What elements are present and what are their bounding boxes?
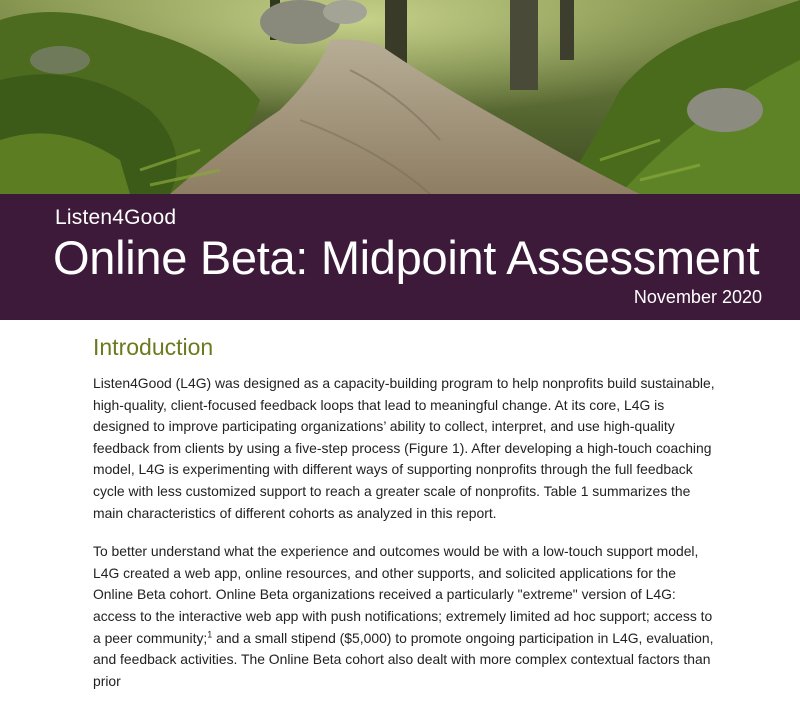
organization-name: Listen4Good (55, 206, 177, 229)
section-heading-introduction: Introduction (93, 334, 214, 360)
footnote-marker[interactable]: 1 (207, 628, 213, 639)
paragraph-2 (93, 541, 718, 692)
paragraph-1: Listen4Good (L4G) was designed as a capacity-building program to help nonprofits build sustainable, high-quality, client-focused feedback loops that lead to meaningful change. At its core, L4G is designed to improve participating organizations’ ability to collect, interpret, and use high-quality feedback from clients by using a five-step process (Figure 1). After developing a high-touch coaching model, L4G is experimenting with different ways of supporting nonprofits through the full feedback cycle with less customized support to reach a greater scale of nonprofits. Table 1 summarizes the main characteristics of different cohorts as analyzed in this report. (93, 375, 715, 521)
document-body (93, 334, 718, 709)
title-banner (0, 194, 800, 320)
paragraph-2-text-b: and a small stipend ($5,000) to promote ongoing participation in L4G, evaluation, and feedback activities. The Online Beta cohort also dealt with more complex contextual factors than prior (93, 629, 714, 689)
report-date: November 2020 (633, 287, 762, 307)
forest-path-illustration (0, 0, 800, 194)
report-title: Online Beta: Midpoint Assessment (53, 231, 760, 284)
paragraph-2-text-a: To better understand what the experience and outcomes would be with a low-touch support model, L4G created a web app, online resources, and other supports, and solicited applications for the Online Beta cohort. Online Beta organizations received a particularly "extreme" version of L4G: access to the interactive web app with push notifications; extremely limited ad hoc support; access to a peer community; (93, 543, 713, 646)
hero-image (0, 0, 800, 194)
